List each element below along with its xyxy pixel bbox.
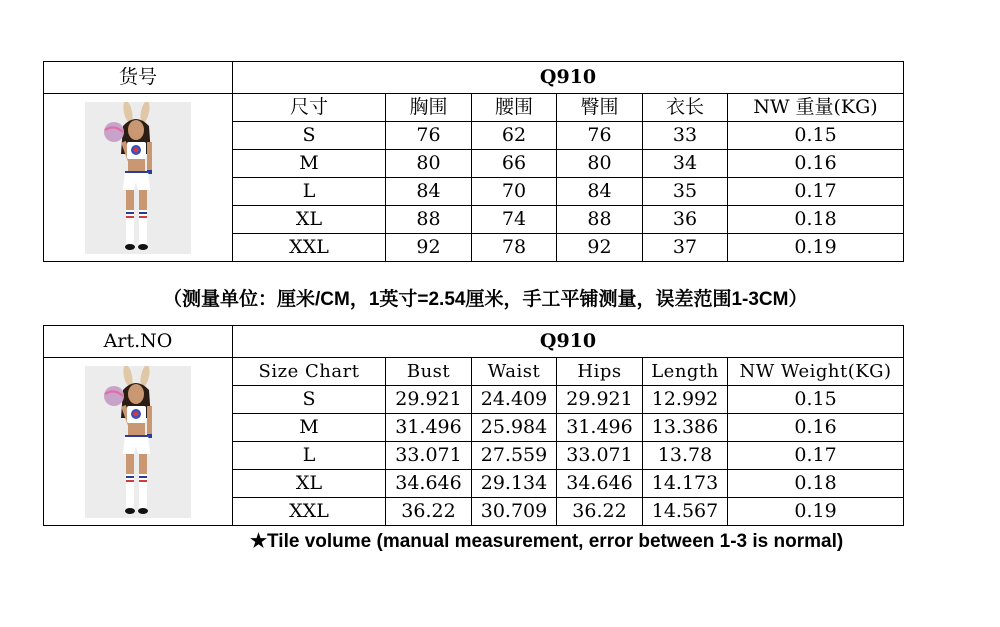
bust-cell: 88 [386,206,472,234]
header-length: Length [643,358,728,386]
hips-cell: 29.921 [557,386,643,414]
waist-cell: 25.984 [472,414,557,442]
waist-cell: 24.409 [472,386,557,414]
item-number-label: 货号 [44,62,233,94]
size-cell: S [233,386,386,414]
length-cell: 14.173 [643,470,728,498]
size-cell: M [233,414,386,442]
hips-cell: 80 [557,150,643,178]
size-cell: XL [233,470,386,498]
size-cell: L [233,178,386,206]
product-image [85,366,191,518]
weight-cell: 0.19 [728,234,904,262]
weight-cell: 0.18 [728,206,904,234]
header-weight: NW Weight(KG) [728,358,904,386]
hips-cell: 76 [557,122,643,150]
product-code: Q910 [233,62,904,94]
hips-cell: 34.646 [557,470,643,498]
header-hips: Hips [557,358,643,386]
waist-cell: 66 [472,150,557,178]
waist-cell: 30.709 [472,498,557,526]
length-cell: 34 [643,150,728,178]
header-bust: 胸围 [386,94,472,122]
header-weight: NW 重量(KG) [728,94,904,122]
product-image [85,102,191,254]
bust-cell: 36.22 [386,498,472,526]
weight-cell: 0.16 [728,150,904,178]
hips-cell: 92 [557,234,643,262]
header-bust: Bust [386,358,472,386]
header-waist: Waist [472,358,557,386]
hips-cell: 84 [557,178,643,206]
hips-cell: 88 [557,206,643,234]
size-cell: XXL [233,234,386,262]
article-number-label: Art.NO [44,326,233,358]
bust-cell: 29.921 [386,386,472,414]
length-cell: 13.386 [643,414,728,442]
weight-cell: 0.17 [728,178,904,206]
length-cell: 12.992 [643,386,728,414]
header-length: 衣长 [643,94,728,122]
length-cell: 35 [643,178,728,206]
size-cell: XXL [233,498,386,526]
length-cell: 13.78 [643,442,728,470]
waist-cell: 70 [472,178,557,206]
hips-cell: 36.22 [557,498,643,526]
product-photo [44,94,233,262]
bust-cell: 92 [386,234,472,262]
weight-cell: 0.16 [728,414,904,442]
product-code: Q910 [233,326,904,358]
weight-cell: 0.17 [728,442,904,470]
size-table-chinese [43,61,904,262]
size-cell: M [233,150,386,178]
bust-cell: 34.646 [386,470,472,498]
size-table-english [43,325,904,526]
measurement-note-chinese: （测量单位：厘米/CM，1英寸=2.54厘米，手工平铺测量，误差范围1-3CM） [163,289,808,310]
header-waist: 腰围 [472,94,557,122]
size-cell: S [233,122,386,150]
header-size: 尺寸 [233,94,386,122]
size-cell: L [233,442,386,470]
product-photo [44,358,233,526]
hips-cell: 31.496 [557,414,643,442]
waist-cell: 74 [472,206,557,234]
weight-cell: 0.15 [728,386,904,414]
hips-cell: 33.071 [557,442,643,470]
weight-cell: 0.18 [728,470,904,498]
header-hips: 臀围 [557,94,643,122]
size-cell: XL [233,206,386,234]
waist-cell: 29.134 [472,470,557,498]
weight-cell: 0.19 [728,498,904,526]
bust-cell: 80 [386,150,472,178]
waist-cell: 62 [472,122,557,150]
length-cell: 36 [643,206,728,234]
length-cell: 14.567 [643,498,728,526]
weight-cell: 0.15 [728,122,904,150]
bust-cell: 33.071 [386,442,472,470]
bust-cell: 76 [386,122,472,150]
measurement-note-english: ★Tile volume (manual measurement, error between 1-3 is normal) [250,531,844,552]
waist-cell: 78 [472,234,557,262]
header-size-chart: Size Chart [233,358,386,386]
bust-cell: 84 [386,178,472,206]
length-cell: 33 [643,122,728,150]
length-cell: 37 [643,234,728,262]
waist-cell: 27.559 [472,442,557,470]
bust-cell: 31.496 [386,414,472,442]
